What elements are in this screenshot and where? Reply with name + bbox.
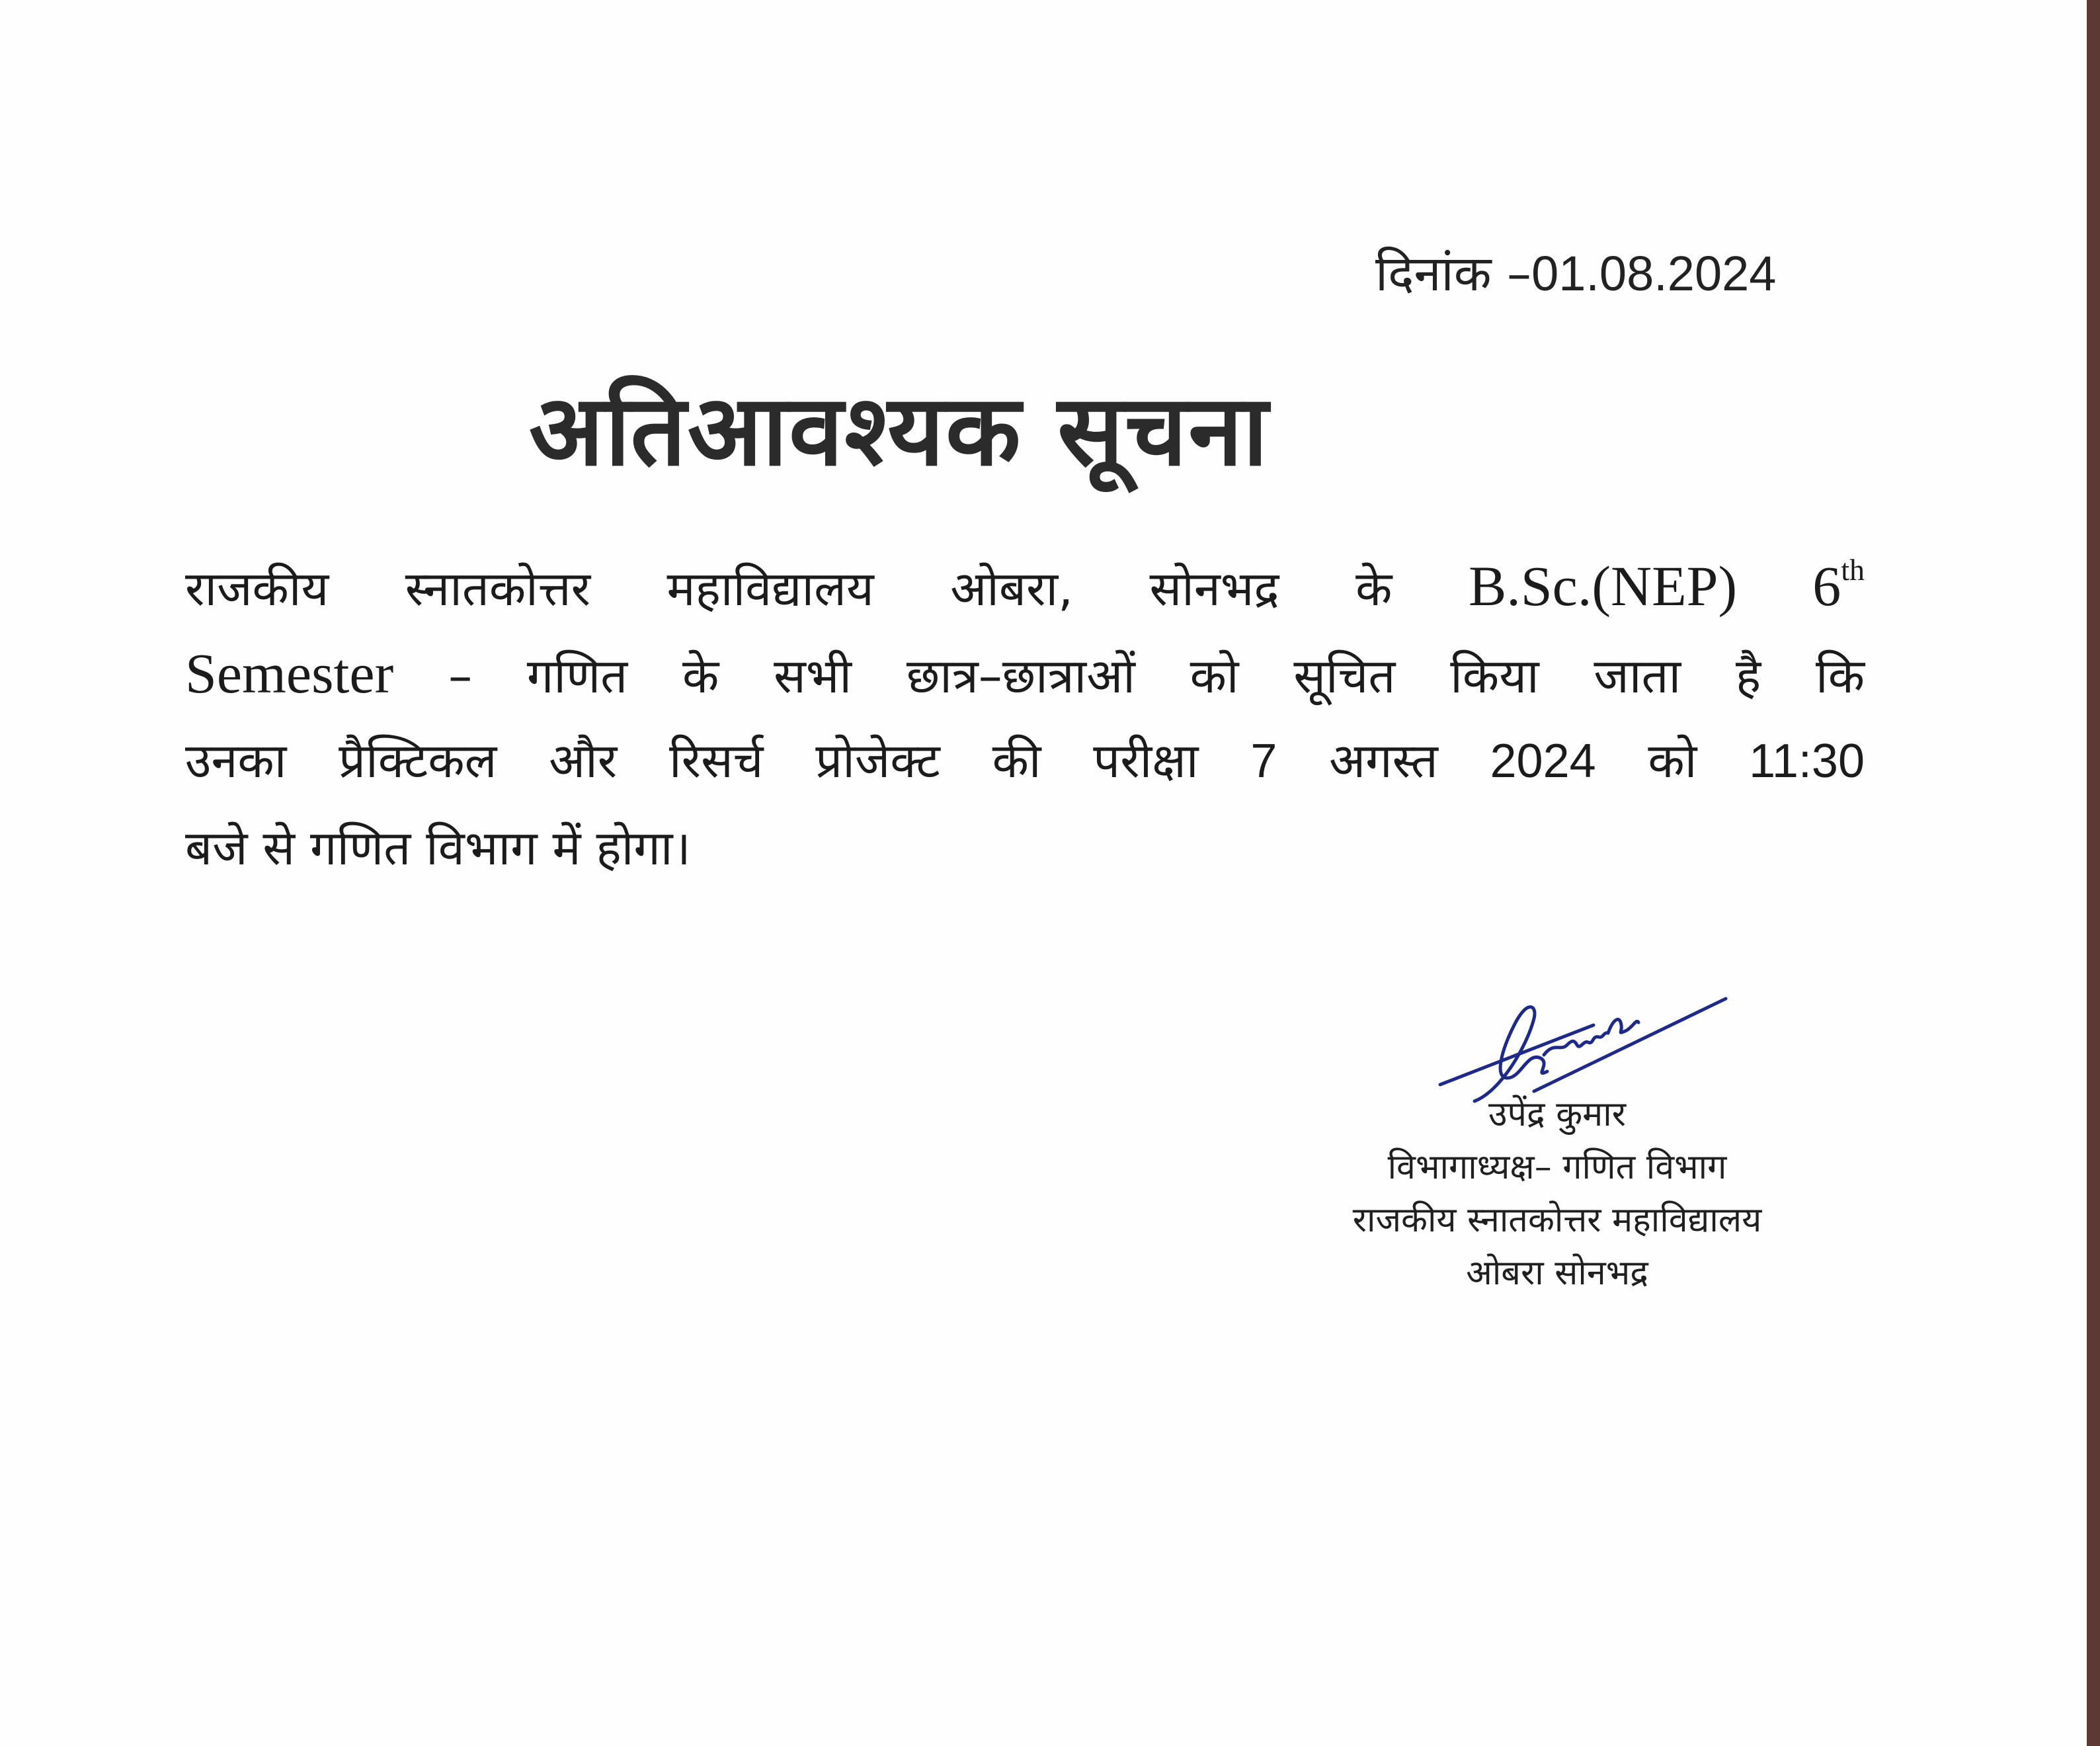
- date-value: 01.08.2024: [1531, 246, 1777, 301]
- course-name: B.Sc.(NEP) 6: [1468, 554, 1841, 618]
- signatory-place: ओबरा सोनभद्र: [1466, 1253, 1648, 1293]
- scan-edge: [2087, 0, 2100, 1746]
- exam-year: 2024: [1490, 735, 1596, 788]
- body-line-2: [185, 630, 1865, 717]
- signatory-institution: राजकीय स्नातकोत्तर महाविद्यालय: [1352, 1200, 1762, 1240]
- body-line-3-text-c: को: [1595, 733, 1750, 788]
- semester-word: Semester: [185, 642, 394, 705]
- notice-date: [1375, 238, 1776, 305]
- body-line-3-text-b: अगस्त: [1277, 733, 1490, 788]
- notice-body: [185, 542, 1865, 892]
- body-line-3: [185, 717, 1865, 804]
- body-line-1: [185, 542, 1865, 630]
- signatory-block: [1296, 1088, 1818, 1300]
- body-line-2-text: – गणित के सभी छात्र–छात्राओं को सूचित किया जाता है कि: [393, 648, 1865, 704]
- body-line-4: बजे से गणित विभाग में होगा।: [185, 820, 691, 876]
- body-line-3-text-a: उनका प्रैक्टिकल और रिसर्च प्रोजेक्ट की परीक्षा: [185, 733, 1251, 788]
- date-label: दिनांक –: [1375, 245, 1532, 302]
- exam-day: 7: [1250, 735, 1277, 788]
- signatory-designation: विभागाध्यक्ष– गणित विभाग: [1387, 1147, 1727, 1187]
- notice-title: अतिआवश्यक सूचना: [529, 374, 1270, 487]
- exam-time: 11:30: [1749, 735, 1865, 788]
- body-line-1-text: राजकीय स्नातकोत्तर महाविद्यालय ओबरा, सोनभद्र के: [185, 561, 1469, 616]
- signatory-name: उपेंद्र कुमार: [1488, 1095, 1626, 1134]
- course-sup: th: [1841, 553, 1865, 587]
